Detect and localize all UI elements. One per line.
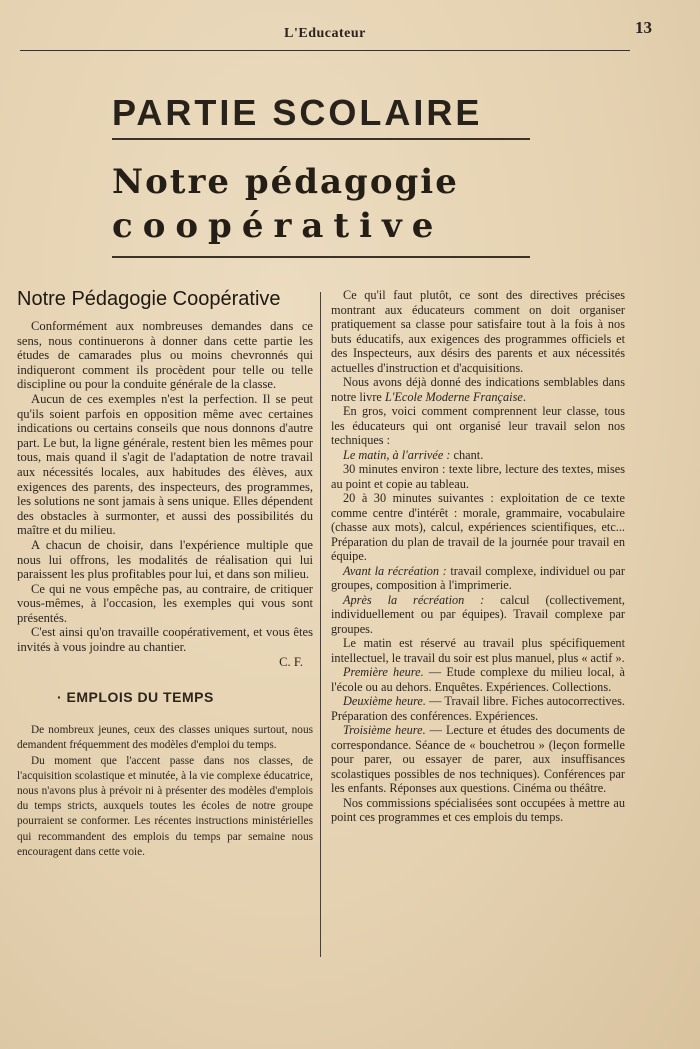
schedule-item <box>331 564 625 593</box>
main-title <box>112 160 532 248</box>
paragraph: De nombreux jeunes, ceux des classes uniques surtout, nous demandent fréquemment des modèles d'emploi du temps. <box>17 724 313 752</box>
paragraph: C'est ainsi qu'on travaille coopérativement, et vous êtes invités à vous joindre au chantier. <box>17 625 313 655</box>
schedule-item <box>331 694 625 723</box>
schedule-item <box>331 593 625 637</box>
schedule-item <box>331 665 625 694</box>
schedule-label: Deuxième heure. <box>343 694 426 708</box>
running-header <box>20 18 652 51</box>
paragraph: Ce qu'il faut plutôt, ce sont des directives précises montrant aux éducateurs comment on doit organiser pratiquement sa classe pour satisfaire tout à la fois à nos buts éducatifs, aux exigences des programmes officiels et des Inspecteurs, aux désirs des parents et aux nécessités actuelles d'instruction et d'acquisitions. <box>331 288 625 375</box>
article-heading: Notre Pédagogie Coopérative <box>17 288 281 310</box>
page-number: 13 <box>635 18 652 37</box>
paragraph <box>331 375 625 404</box>
paragraph: 30 minutes environ : texte libre, lecture des textes, mises au point et copie au tableau. <box>331 462 625 491</box>
paragraph: En gros, voici comment comprennent leur classe, tous les éducateurs qui ont organisé leur travail selon nos techniques : <box>331 404 625 447</box>
paragraph: 20 à 30 minutes suivantes : exploitation de ce texte comme centre d'intérêt : morale, grammaire, vocabulaire (chasse aux mots), calcul, expériences scientifiques, etc... Préparation du plan de travail de la journée pour travail en équipe. <box>331 491 625 563</box>
paragraph: Le matin est réservé au travail plus spécifiquement intellectuel, le travail du soir est plus manuel, plus « actif ». <box>331 636 625 665</box>
schedule-text: — Lecture et études des documents de correspondance. Séance de « bouchetrou » (leçon formelle pour parer, ou essayer de parer, aux insuffisances scolastiques possibles de nos techniques). Conférences par les enfants. Réponses aux questions. Cinéma ou théâtre. <box>331 723 625 795</box>
schedule-text: calcul (collectivement, individuellement ou par équipes). Travail complexe par groupes. <box>331 592 625 636</box>
signature: C. F. <box>279 654 303 669</box>
schedule-label: Avant la récréation : <box>343 563 447 578</box>
paragraph: Ce qui ne vous empêche pas, au contraire, de critiquer vous-mêmes, à l'occasion, les exemples qui vous sont présentés. <box>17 581 313 625</box>
schedule-text: travail complexe, individuel ou par groupes, composition à l'imprimerie. <box>331 563 625 592</box>
schedule-label: Le matin, à l'arrivée : <box>343 447 451 462</box>
schedule-text: — Travail libre. Fiches autocorrectives. Préparation des conférences. Expériences. <box>331 694 625 723</box>
left-column <box>17 288 313 860</box>
main-title-line-1: Notre pédagogie <box>112 162 459 202</box>
paragraph: Aucun de ces exemples n'est la perfection. Il se peut qu'ils soient parfois en opposition même avec certaines indications ou certains conseils que nous donnons d'autre part. Le but, la ligne générale, restent bien les mêmes pour tous, mais quand il s'agit de l'adaptation de notre travail aux nécessités locales, aux habitudes des élèves, aux exigences des parents, des inspecteurs, des programmes, les solutions ne sont jamais à sens unique. Elles dépendent des obstacles à surmonter, et aussi des possibilités du maître et du milieu. <box>17 391 313 538</box>
schedule-text: chant. <box>450 447 484 462</box>
schedule-text: — Etude complexe du milieu local, à l'école ou au dehors. Enquêtes. Expériences. Collections. <box>331 665 626 694</box>
schedule-label: Première heure. <box>343 665 424 679</box>
title-rule-top <box>112 138 530 140</box>
paragraph: Conformément aux nombreuses demandes dans ce sens, nous continuerons à donner dans cette partie les études de camarades plus ou moins chevronnés qui indiqueront comment ils procèdent pour telle ou telle discipline ou pour la conduite générale de la classe. <box>17 319 313 392</box>
schedule-item <box>331 448 625 463</box>
journal-title: L'Educateur <box>284 26 366 41</box>
book-title: L'Ecole Moderne Française <box>384 389 523 404</box>
title-rule-bottom <box>112 256 530 258</box>
schedule-label: Après la récréation : <box>343 592 485 607</box>
schedule-item <box>331 723 625 796</box>
schedule-label: Troisième heure. <box>343 723 426 737</box>
subheading-emplois: · EMPLOIS DU TEMPS <box>57 689 214 706</box>
signature-line <box>17 655 313 670</box>
section-title: PARTIE SCOLAIRE <box>112 92 483 133</box>
text-run: . <box>522 389 526 404</box>
column-divider <box>320 292 321 957</box>
text-run: Nous avons déjà donné des indications semblables dans notre livre <box>331 375 625 404</box>
right-column <box>331 288 625 825</box>
paragraph: Du moment que l'accent passe dans nos classes, de l'acquisition scolastique et minutée, à la vie complexe éducatrice, nous n'avons plus à prévoir ni à présenter des modèles d'emplois du temps stricts, auxquels toutes les écoles de notre groupe pourraient se conformer. Les récentes instructions ministérielles qui recommandent des emplois du temps par semaine nous encouragent dans cette voie. <box>17 754 313 858</box>
paragraph: A chacun de choisir, dans l'expérience multiple que nous lui offrons, les modalités de réalisation qui lui paraissent les plus profitables pour lui, et dans son milieu. <box>17 537 313 582</box>
paragraph: Nos commissions spécialisées sont occupées à mettre au point ces programmes et ces emplois du temps. <box>331 795 625 824</box>
main-title-line-2: coopérative <box>112 206 444 246</box>
